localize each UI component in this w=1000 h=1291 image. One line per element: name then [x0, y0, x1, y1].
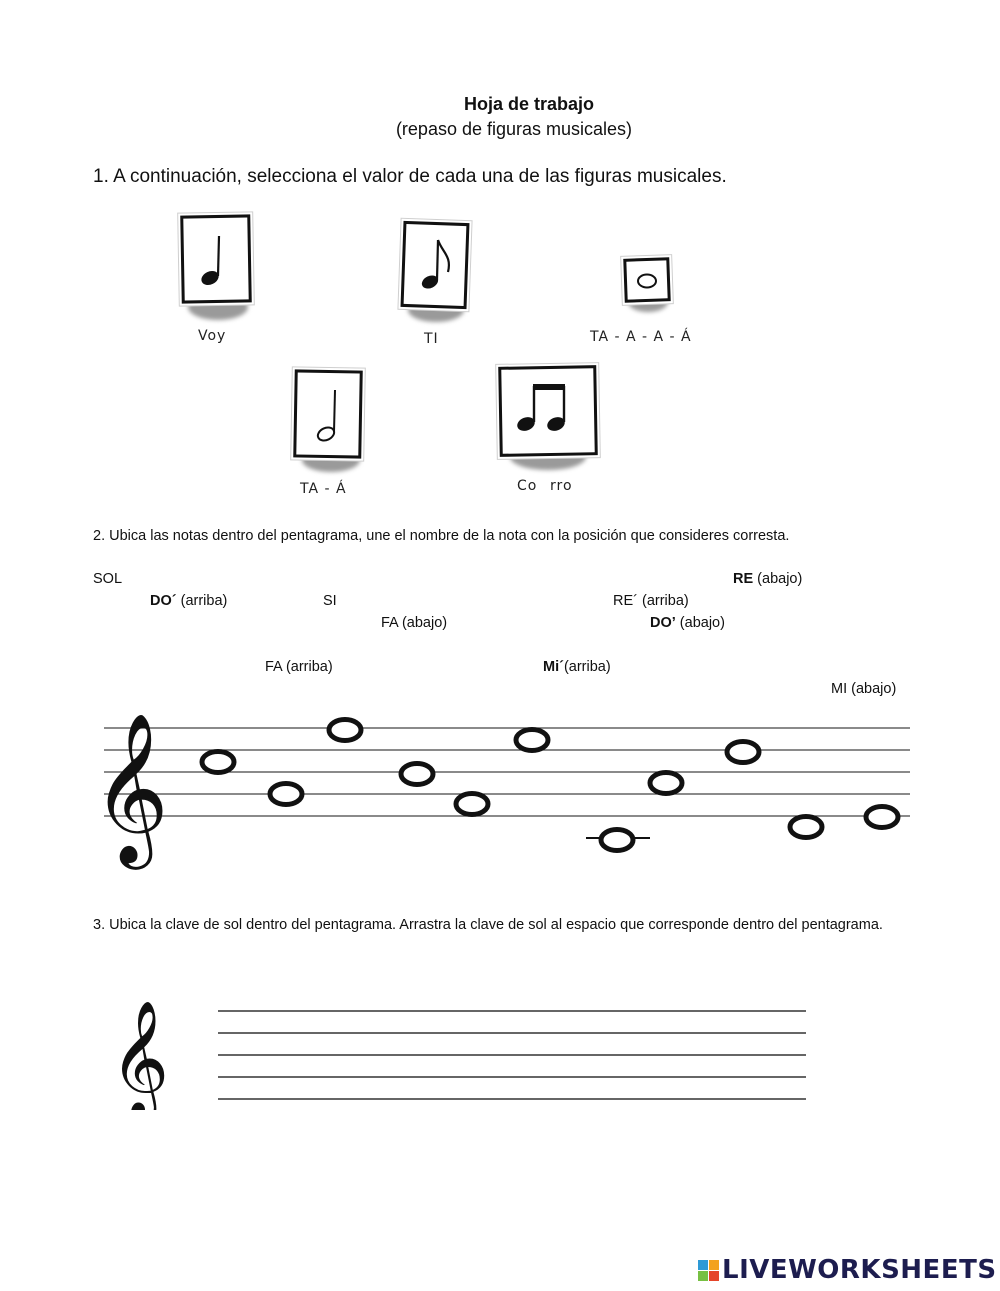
staff-note-target-6[interactable] [516, 730, 548, 751]
label-fa-abajo[interactable]: FA (abajo) [381, 615, 448, 631]
card-answer-voy: Voy [198, 328, 227, 344]
label-mi-arriba-bold: Mi´ [543, 659, 564, 675]
staff-note-target-11[interactable] [866, 807, 898, 828]
card-answer-ta-a: TA - Á [300, 481, 347, 497]
draggable-treble-clef-icon [108, 1000, 174, 1110]
brand-name: LIVEWORKSHEETS [722, 1255, 997, 1285]
half-note-icon [298, 374, 358, 454]
label-re-arriba[interactable]: RE´ (arriba) [613, 593, 689, 609]
logo-block-2 [698, 1271, 708, 1281]
logo-blocks-icon-2 [709, 1260, 719, 1281]
staff-note-target-9[interactable] [727, 742, 759, 763]
label-re-abajo[interactable] [733, 571, 802, 587]
label-do-arriba[interactable] [150, 593, 227, 609]
figure-card-quarter-note [178, 212, 258, 327]
staff-note-target-7[interactable] [601, 830, 633, 851]
quarter-note-icon [186, 220, 246, 300]
staff-note-target-1[interactable] [202, 752, 234, 773]
label-mi-abajo[interactable]: MI (abajo) [831, 681, 897, 697]
question-3-text: 3. Ubica la clave de sol dentro del pentagrama. Arrastra la clave de sol al espacio que corresponde dentro del pentagrama. [93, 917, 883, 933]
logo-block-4 [709, 1271, 719, 1281]
staff-note-target-8[interactable] [650, 773, 682, 794]
card-answer-co: Co [517, 478, 538, 494]
empty-staff-lines [218, 1011, 806, 1099]
figure-card-beamed-eighths [496, 362, 600, 480]
treble-clef-icon: 𝄞 [92, 711, 169, 863]
label-do-abajo-suffix: (abajo) [675, 615, 725, 631]
label-do-abajo-bold: DO’ [650, 615, 676, 631]
logo-blocks-icon [698, 1260, 708, 1281]
eighth-note-icon [406, 226, 466, 306]
whole-note-icon [626, 262, 668, 298]
label-mi-arriba[interactable] [543, 659, 611, 675]
label-do-arriba-suffix: (arriba) [176, 593, 228, 609]
label-sol[interactable]: SOL [93, 571, 123, 587]
liveworksheets-logo [698, 1255, 997, 1285]
worksheet-title: Hoja de trabajo [463, 94, 595, 114]
card-answer-whole: TA - A - A - Á [590, 329, 692, 345]
note-layer [202, 720, 898, 851]
question-1-text: 1. A continuación, selecciona el valor de cada una de las figuras musicales. [93, 166, 727, 187]
staff-question-2 [0, 690, 1000, 870]
staff-note-target-2[interactable] [270, 784, 302, 805]
label-si[interactable]: SI [323, 593, 337, 609]
logo-block-1 [698, 1260, 708, 1270]
staff-note-target-5[interactable] [456, 794, 488, 815]
question-2-text: 2. Ubica las notas dentro del pentagrama, une el nombre de la nota con la posición que consideres corresta. [93, 528, 790, 544]
figure-card-half-note [290, 366, 370, 481]
figure-card-eighth-note [396, 218, 476, 333]
staff-note-target-3[interactable] [329, 720, 361, 741]
card-answer-ti: TI [424, 331, 439, 347]
label-mi-arriba-suffix: (arriba) [563, 659, 611, 675]
card-answer-rro: rro [550, 478, 573, 494]
label-fa-arriba[interactable]: FA (arriba) [265, 659, 333, 675]
worksheet-subtitle: (repaso de figuras musicales) [395, 119, 633, 139]
staff-note-target-10[interactable] [790, 817, 822, 838]
figure-card-whole-note [620, 256, 676, 326]
staff-note-target-4[interactable] [401, 764, 433, 785]
beamed-eighth-notes-icon [504, 370, 594, 450]
label-do-abajo[interactable] [650, 615, 725, 631]
staff-question-3 [100, 1000, 820, 1110]
logo-block-3 [709, 1260, 719, 1270]
label-do-arriba-bold: DO´ [150, 593, 177, 609]
label-re-abajo-suffix: (abajo) [753, 571, 803, 587]
draggable-treble-clef-glyph: 𝄞 [110, 1000, 170, 1110]
draggable-treble-clef[interactable] [108, 1000, 174, 1110]
label-re-abajo-bold: RE [733, 571, 754, 587]
